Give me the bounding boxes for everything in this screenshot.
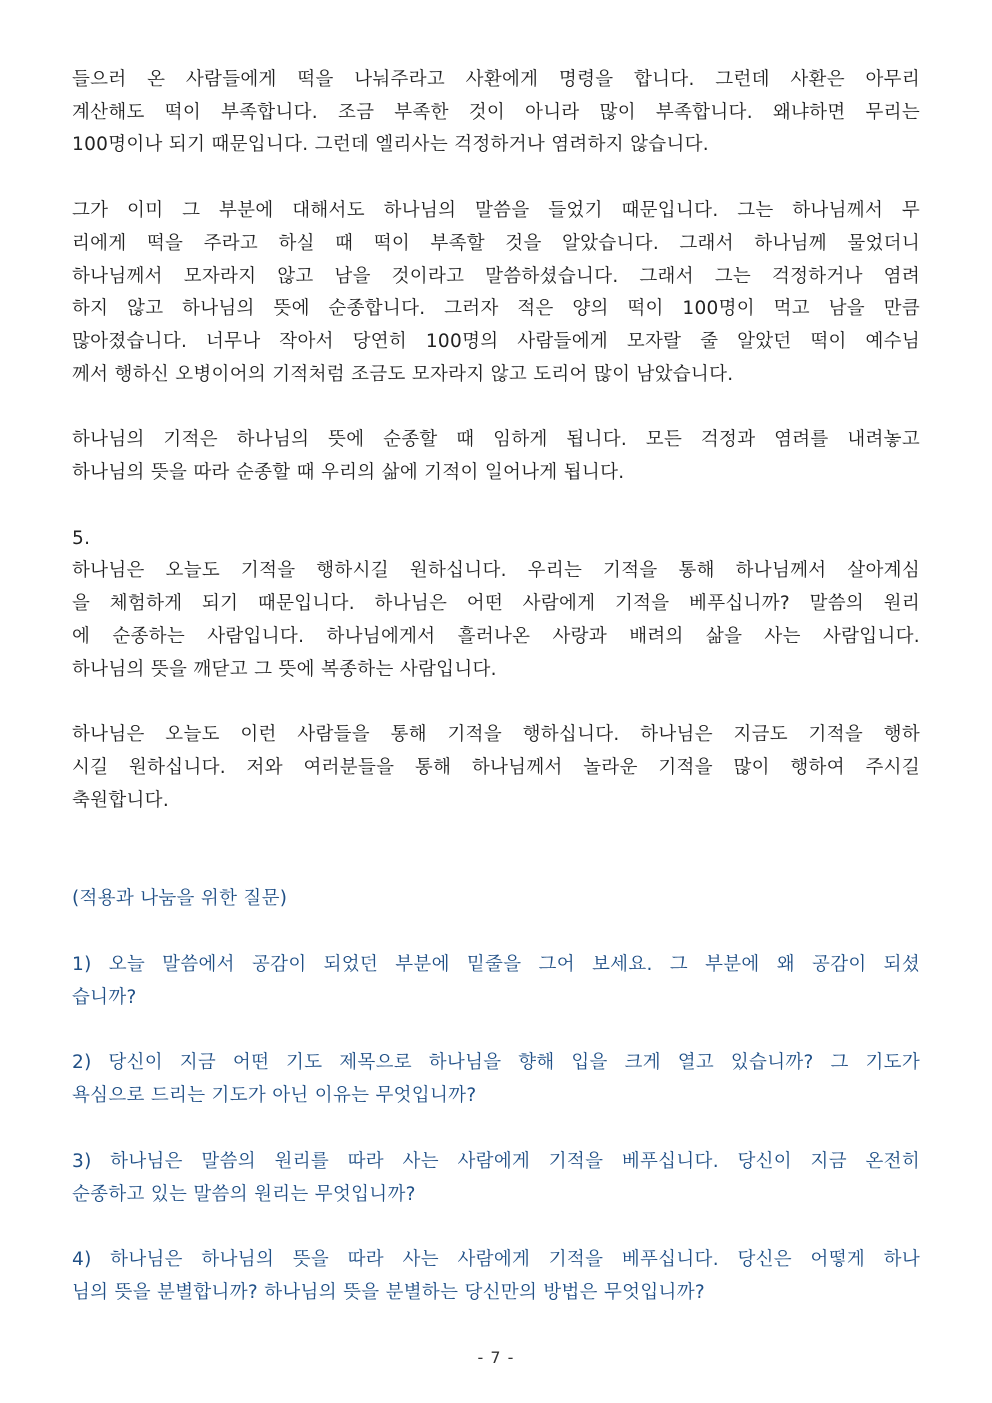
- text-line: 그가 이미 그 부분에 대해서도 하나님의 말씀을 들었기 때문입니다. 그는 하나님께서 무: [72, 200, 920, 222]
- text-line: 하지 않고 하나님의 뜻에 순종합니다. 그러자 적은 양의 떡이 100명이 먹고 남을 만큼: [72, 298, 920, 320]
- question-item: [72, 1244, 920, 1309]
- body-paragraph: [72, 195, 920, 391]
- text-line: 께서 행하신 오병이어의 기적처럼 조금도 모자라지 않고 도리어 많이 남았습니다.: [72, 363, 734, 385]
- body-paragraph: [72, 424, 920, 489]
- text-line: 리에게 떡을 주라고 하실 때 떡이 부족할 것을 알았습니다. 그래서 하나님께 물었더니: [72, 232, 920, 254]
- text-line: 을 체험하게 되기 때문입니다. 하나님은 어떤 사람에게 기적을 베푸십니까? 말씀의 원리: [72, 593, 920, 615]
- text-line: 욕심으로 드리는 기도가 아닌 이유는 무엇입니까?: [72, 1085, 477, 1107]
- questions-heading: [72, 883, 920, 916]
- text-line: 많아졌습니다. 너무나 작아서 당연히 100명의 사람들에게 모자랄 줄 알았던 떡이 예수님: [72, 330, 920, 352]
- page-number: - 7 -: [477, 1348, 515, 1367]
- text-line: 축원합니다.: [72, 789, 170, 811]
- section-number: 5.: [72, 527, 91, 549]
- text-line: 시길 원하십니다. 저와 여러분들을 통해 하나님께서 놀라운 기적을 많이 행하여 주시길: [72, 756, 920, 778]
- text-line: 100명이나 되기 때문입니다. 그런데 엘리사는 걱정하거나 염려하지 않습니다.: [72, 134, 709, 156]
- text-line: 하나님은 오늘도 기적을 행하시길 원하십니다. 우리는 기적을 통해 하나님께서 살아계심: [72, 560, 920, 582]
- text-line: 습니까?: [72, 986, 137, 1008]
- text-line: 하나님의 뜻을 깨닫고 그 뜻에 복종하는 사람입니다.: [72, 658, 497, 680]
- body-paragraph: [72, 719, 920, 817]
- question-item: [72, 949, 920, 1014]
- text-line: 3) 하나님은 말씀의 원리를 따라 사는 사람에게 기적을 베푸십니다. 당신이 지금 온전히: [72, 1150, 920, 1172]
- heading-text: (적용과 나눔을 위한 질문): [72, 888, 288, 910]
- text-line: 순종하고 있는 말씀의 원리는 무엇입니까?: [72, 1183, 416, 1205]
- text-line: 하나님은 오늘도 이런 사람들을 통해 기적을 행하십니다. 하나님은 지금도 기적을 행하: [72, 724, 920, 746]
- text-line: 4) 하나님은 하나님의 뜻을 따라 사는 사람에게 기적을 베푸십니다. 당신은 어떻게 하나: [72, 1249, 920, 1271]
- text-line: 님의 뜻을 분별합니까? 하나님의 뜻을 분별하는 당신만의 방법은 무엇입니까?: [72, 1281, 705, 1303]
- text-line: 하나님께서 모자라지 않고 남을 것이라고 말씀하셨습니다. 그래서 그는 걱정하거나 염려: [72, 265, 920, 287]
- text-line: 하나님의 뜻을 따라 순종할 때 우리의 삶에 기적이 일어나게 됩니다.: [72, 462, 625, 484]
- body-paragraph: [72, 64, 920, 162]
- document-page: [72, 64, 920, 1310]
- question-item: [72, 1146, 920, 1211]
- text-line: 들으러 온 사람들에게 떡을 나눠주라고 사환에게 명령을 합니다. 그런데 사환은 아무리: [72, 69, 920, 90]
- body-paragraph: [72, 523, 920, 687]
- text-line: 에 순종하는 사람입니다. 하나님에게서 흘러나온 사랑과 배려의 삶을 사는 사람입니다.: [72, 625, 920, 647]
- text-line: 2) 당신이 지금 어떤 기도 제목으로 하나님을 향해 입을 크게 열고 있습니까? 그 기도가: [72, 1052, 920, 1074]
- text-line: 하나님의 기적은 하나님의 뜻에 순종할 때 임하게 됩니다. 모든 걱정과 염려를 내려놓고: [72, 429, 920, 451]
- text-line: 1) 오늘 말씀에서 공감이 되었던 부분에 밑줄을 그어 보세요. 그 부분에 왜 공감이 되셨: [72, 954, 920, 976]
- text-line: 계산해도 떡이 부족합니다. 조금 부족한 것이 아니라 많이 부족합니다. 왜냐하면 무리는: [72, 101, 920, 123]
- question-item: [72, 1047, 920, 1112]
